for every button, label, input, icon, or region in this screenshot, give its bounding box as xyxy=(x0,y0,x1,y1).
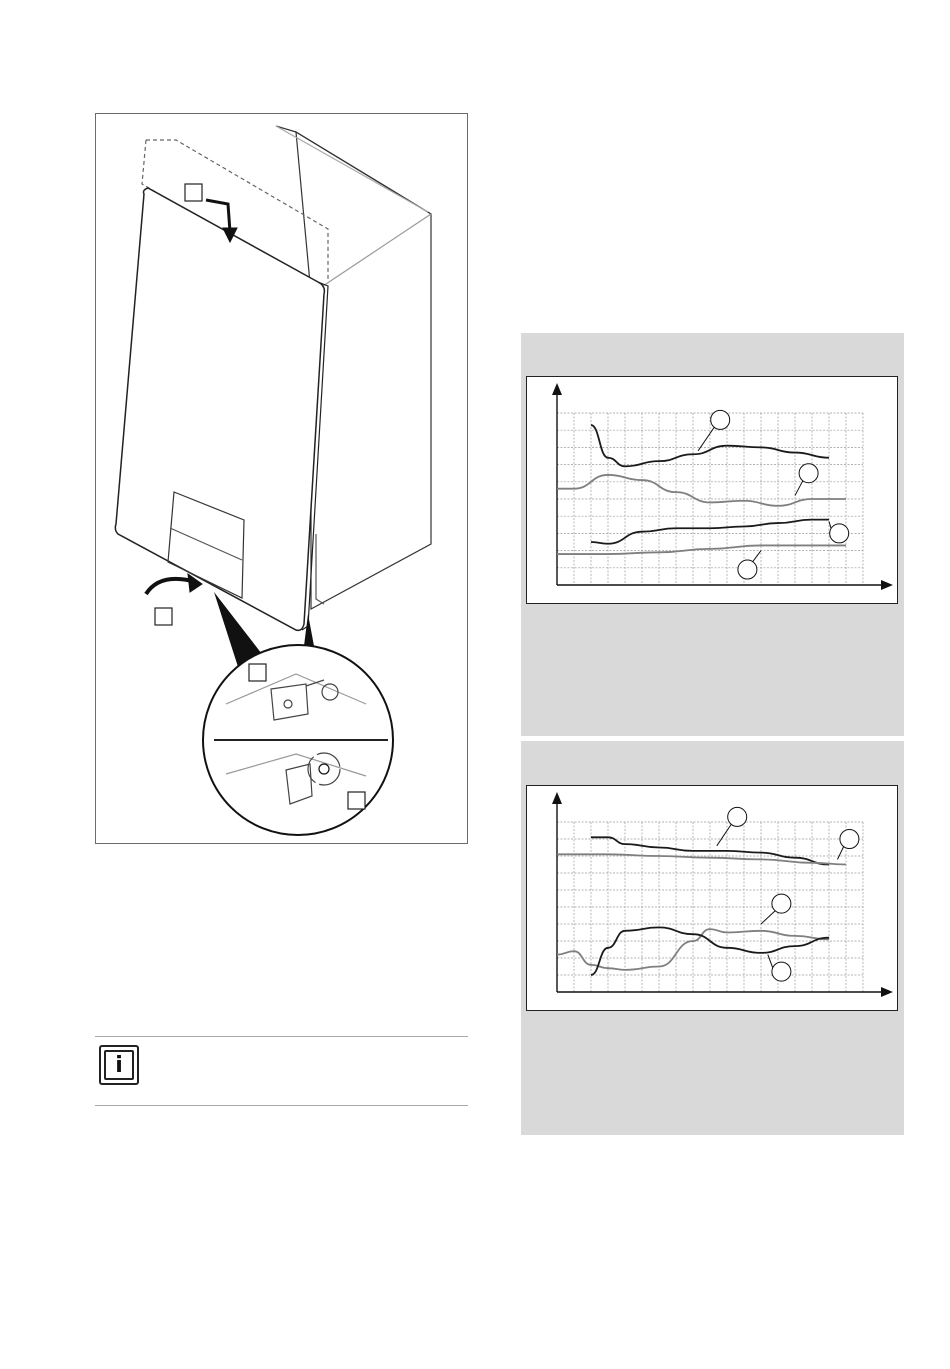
line-chart-2 xyxy=(527,786,899,1012)
y-axis-arrow-icon xyxy=(552,792,562,804)
callout-marker-2 xyxy=(155,608,172,625)
chart-panel-1 xyxy=(521,333,904,736)
callout-leader-1 xyxy=(717,823,732,846)
installation-figure xyxy=(95,113,468,844)
info-icon-glyph: i xyxy=(104,1050,134,1080)
x-axis-arrow-icon xyxy=(881,987,893,997)
line-chart-1 xyxy=(527,377,899,605)
callout-circle-3 xyxy=(772,894,791,913)
chart-panel-2 xyxy=(521,741,904,1135)
x-axis-arrow-icon xyxy=(881,580,893,590)
callout-circle-1 xyxy=(711,410,730,429)
chart-box-2 xyxy=(526,785,898,1011)
callout-leader-3 xyxy=(761,910,776,924)
info-icon xyxy=(99,1045,139,1085)
callout-leader-2 xyxy=(838,845,845,859)
chart-box-1 xyxy=(526,376,898,604)
callout-circle-3 xyxy=(830,524,849,543)
y-axis-arrow-icon xyxy=(552,383,562,395)
callout-circle-2 xyxy=(799,464,818,483)
callout-marker-4 xyxy=(348,792,365,809)
callout-circle-4 xyxy=(772,962,791,981)
series-line-4 xyxy=(557,545,846,554)
callout-circle-4 xyxy=(738,560,757,579)
callout-circle-1 xyxy=(728,807,747,826)
callout-marker-1 xyxy=(185,184,202,201)
callout-circle-2 xyxy=(840,830,859,849)
front-panel-illustration xyxy=(96,114,469,845)
callout-marker-3 xyxy=(249,664,266,681)
info-note xyxy=(95,1036,468,1106)
